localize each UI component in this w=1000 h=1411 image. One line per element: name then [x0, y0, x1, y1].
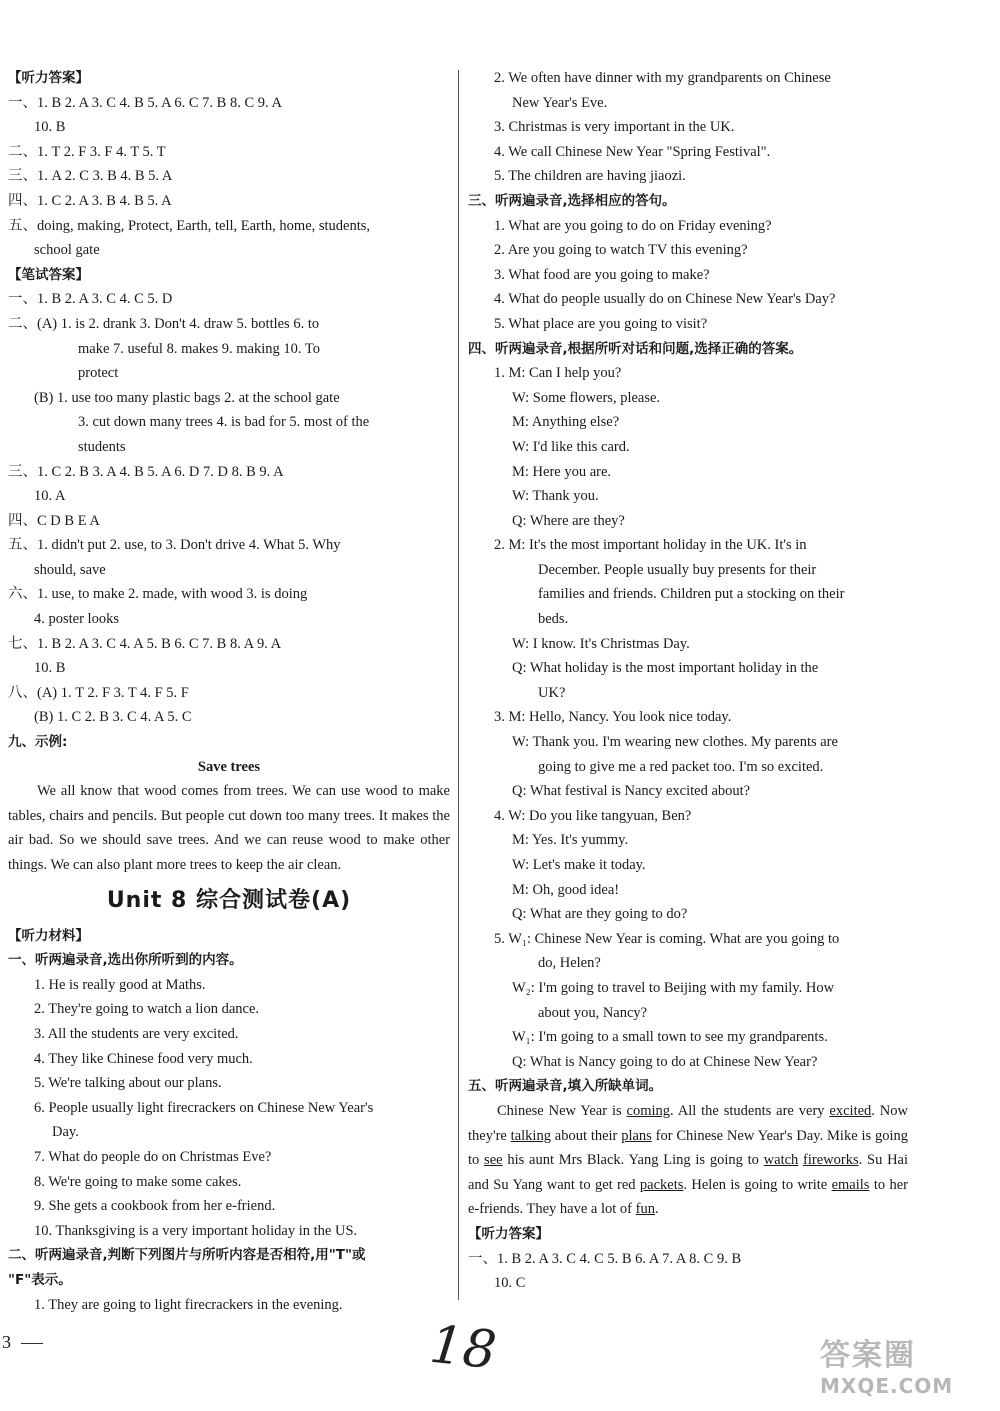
text-line: make 7. useful 8. makes 9. making 10. To	[78, 340, 320, 357]
text-line: Q: What are they going to do?	[512, 906, 688, 923]
filled-blank-word: see	[484, 1152, 503, 1169]
text-line: Day.	[52, 1124, 79, 1141]
listening-material-lines	[8, 924, 450, 1318]
text-line: 三、1. A 2. C 3. B 4. B 5. A	[8, 168, 173, 185]
sample-essay: We all know that wood comes from trees. We can use wood to make tables, chairs and pencils. But people cut down too many trees. It makes the air bad. So we should save trees. And we can reuse wood to make other things. We can also plant more trees to keep the air clean.	[8, 783, 450, 873]
text-line: 10. B	[34, 660, 66, 677]
filled-blank-word: watch	[763, 1152, 799, 1169]
section-heading: 【听力材料】	[8, 927, 89, 944]
cloze-text: . Helen is going to write	[683, 1176, 832, 1193]
text-line: (B) 1. use too many plastic bags 2. at the school gate	[34, 389, 340, 406]
filled-blank-word: fun	[635, 1201, 655, 1218]
text-line: 四、1. C 2. A 3. B 4. B 5. A	[8, 192, 172, 209]
text-line: W: I'd like this card.	[512, 438, 630, 455]
cloze-text: . Now they're	[468, 1102, 909, 1144]
text-line: beds.	[538, 611, 569, 628]
text-line: 4. They like Chinese food very much.	[34, 1050, 253, 1067]
cloze-passage	[468, 1099, 908, 1222]
watermark-logo-text: 答案圈	[820, 1338, 916, 1373]
text-line: 七、1. B 2. A 3. C 4. A 5. B 6. C 7. B 8. A 9. A	[8, 635, 282, 652]
text-line: Save trees	[197, 758, 261, 775]
text-line: 1. They are going to light firecrackers in the evening.	[34, 1296, 343, 1313]
watermark-url: MXQE.COM	[820, 1374, 954, 1398]
text-line: 9. She gets a cookbook from her e-friend.	[34, 1198, 276, 1215]
text-line: about you, Nancy?	[538, 1004, 648, 1021]
text-line: 二、(A) 1. is 2. drank 3. Don't 4. draw 5. bottles 6. to	[8, 315, 320, 332]
column-divider	[458, 70, 459, 1300]
text-line: 1. M: Can I help you?	[494, 365, 622, 382]
filled-blank-word: packets	[639, 1176, 684, 1193]
text-line: do, Helen?	[538, 955, 601, 972]
text-line: 10. Thanksgiving is a very important holiday in the US.	[34, 1222, 358, 1239]
text-line: 二、1. T 2. F 3. F 4. T 5. T	[8, 143, 166, 160]
section-heading: 三、听两遍录音,选择相应的答句。	[468, 192, 676, 209]
text-line: 10. C	[494, 1275, 526, 1292]
text-line: Q: Where are they?	[512, 512, 625, 529]
text-line: Q: What holiday is the most important holiday in the	[512, 660, 819, 677]
text-line: 1. What are you going to do on Friday evening?	[494, 217, 772, 234]
filled-blank-word: excited	[829, 1102, 872, 1119]
right-column	[468, 66, 908, 1296]
text-line: 一、1. B 2. A 3. C 4. C 5. B 6. A 7. A 8. C 9. B	[468, 1250, 742, 1267]
listening-material-continued	[468, 66, 908, 1099]
text-line: 五、doing, making, Protect, Earth, tell, Earth, home, students,	[8, 217, 371, 234]
cloze-text: . All the students are very	[670, 1102, 830, 1119]
text-line: W: Thank you.	[512, 488, 599, 505]
text-line: 7. What do people do on Christmas Eve?	[34, 1148, 272, 1165]
text-line: M: Anything else?	[512, 414, 620, 431]
text-line: school gate	[34, 242, 100, 259]
text-line: 一、1. B 2. A 3. C 4. C 5. D	[8, 291, 173, 308]
text-line: going to give me a red packet too. I'm so excited.	[538, 758, 824, 775]
page-number: 3	[2, 1332, 43, 1353]
text-line: W: I know. It's Christmas Day.	[512, 635, 690, 652]
unit-title: Unit 8 综合测试卷(A)	[106, 887, 352, 913]
text-line: 四、C D B E A	[8, 512, 100, 529]
text-line: 2. M: It's the most important holiday in the UK. It's in	[494, 537, 807, 554]
text-line: 8. We're going to make some cakes.	[34, 1173, 242, 1190]
text-line: 5. What place are you going to visit?	[494, 315, 708, 332]
text-line: 3. cut down many trees 4. is bad for 5. most of the	[78, 414, 370, 431]
text-line: 五、1. didn't put 2. use, to 3. Don't drive 4. What 5. Why	[8, 537, 341, 554]
text-line: 10. B	[34, 119, 66, 136]
text-line: protect	[78, 365, 119, 382]
section-heading: 五、听两遍录音,填入所缺单词。	[468, 1078, 663, 1095]
text-line: 6. People usually light firecrackers on Chinese New Year's	[34, 1099, 374, 1116]
text-line: 5. The children are having jiaozi.	[494, 168, 686, 185]
text-line: should, save	[34, 561, 106, 578]
text-line: 八、(A) 1. T 2. F 3. T 4. F 5. F	[8, 684, 189, 701]
text-line: W: Thank you. I'm wearing new clothes. My parents are	[512, 734, 838, 751]
text-line: 3. Christmas is very important in the UK.	[494, 119, 735, 136]
left-column	[8, 66, 450, 1317]
text-line: (B) 1. C 2. B 3. C 4. A 5. C	[34, 709, 192, 726]
cloze-text: .	[654, 1201, 659, 1218]
text-line: 六、1. use, to make 2. made, with wood 3. is doing	[8, 586, 308, 603]
text-line: December. People usually buy presents for their	[538, 561, 817, 578]
filled-blank-word: talking	[510, 1127, 551, 1144]
cloze-text: to her e-friends. They have a lot of	[468, 1176, 908, 1218]
text-line: 1. He is really good at Maths.	[34, 976, 206, 993]
section-heading: "F"表示。	[8, 1271, 72, 1288]
section-heading: 九、示例:	[8, 734, 68, 751]
cloze-text: . Su Hai and Su Yang want to get red	[468, 1152, 909, 1193]
cloze-text: for Chinese New Year's Day. Mike is going to	[468, 1127, 908, 1169]
text-line: UK?	[538, 684, 566, 701]
text-line: 5. We're talking about our plans.	[34, 1075, 222, 1092]
filled-blank-word: emails	[831, 1176, 870, 1193]
text-line: Q: What festival is Nancy excited about?	[512, 783, 751, 800]
answer-lines-top	[8, 66, 450, 779]
text-line: W₂: I'm going to travel to Beijing with my family. How	[512, 979, 835, 996]
section-heading: 【听力答案】	[468, 1225, 549, 1242]
filled-blank-word: fireworks	[803, 1152, 859, 1169]
cloze-text: his aunt Mrs Black. Yang Ling is going to	[502, 1152, 764, 1169]
text-line: 3. M: Hello, Nancy. You look nice today.	[494, 709, 732, 726]
text-line: 2. Are you going to watch TV this evening?	[494, 242, 748, 259]
text-line: 10. A	[34, 488, 66, 505]
site-watermark	[820, 1330, 990, 1405]
text-line: W: Let's make it today.	[512, 857, 646, 873]
section-heading: 【听力答案】	[8, 70, 89, 86]
text-line: M: Here you are.	[512, 463, 612, 480]
text-line: M: Oh, good idea!	[512, 881, 620, 898]
text-line: 5. W₁: Chinese New Year is coming. What are you going to	[494, 930, 840, 947]
text-line: M: Yes. It's yummy.	[512, 832, 629, 849]
text-line: 3. What food are you going to make?	[494, 266, 710, 283]
text-line: 2. They're going to watch a lion dance.	[34, 1001, 260, 1018]
text-line: W₁: I'm going to a small town to see my grandparents.	[512, 1029, 828, 1046]
section-heading: 二、听两遍录音,判断下列图片与所听内容是否相符,用"T"或	[8, 1247, 366, 1264]
text-line: 3. All the students are very excited.	[34, 1025, 239, 1042]
section-heading: 一、听两遍录音,选出你所听到的内容。	[8, 952, 243, 969]
section-heading: 【笔试答案】	[8, 266, 89, 283]
text-line: New Year's Eve.	[512, 94, 608, 111]
filled-blank-word: coming	[626, 1102, 671, 1119]
section-heading: 四、听两遍录音,根据所听对话和问题,选择正确的答案。	[468, 340, 803, 357]
cloze-text: about their	[550, 1127, 622, 1144]
text-line: 4. What do people usually do on Chinese New Year's Day?	[494, 291, 836, 308]
listening-answers	[468, 1222, 908, 1296]
text-line: W: Some flowers, please.	[512, 389, 661, 406]
text-line: Q: What is Nancy going to do at Chinese New Year?	[512, 1053, 818, 1070]
text-line: students	[78, 438, 126, 455]
text-line: 4. W: Do you like tangyuan, Ben?	[494, 807, 692, 824]
text-line: 一、1. B 2. A 3. C 4. B 5. A 6. C 7. B 8. C 9. A	[8, 94, 282, 111]
text-line: 2. We often have dinner with my grandparents on Chinese	[494, 70, 831, 86]
cloze-text: Chinese New Year is	[497, 1102, 627, 1119]
text-line: 4. We call Chinese New Year "Spring Festival".	[494, 143, 771, 160]
text-line: 三、1. C 2. B 3. A 4. B 5. A 6. D 7. D 8. B 9. A	[8, 463, 284, 480]
text-line: 4. poster looks	[34, 611, 119, 628]
filled-blank-word: plans	[621, 1127, 652, 1144]
handwritten-page-mark: 18	[427, 1314, 500, 1382]
text-line: families and friends. Children put a stocking on their	[538, 586, 845, 603]
